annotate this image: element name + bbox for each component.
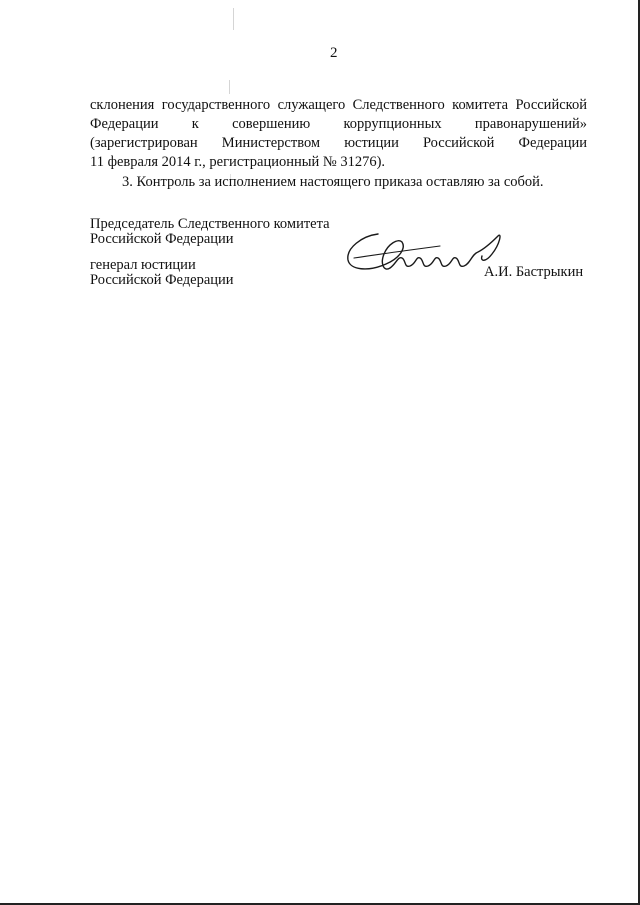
word: государственного [161, 97, 271, 113]
body-line-2 [90, 115, 587, 134]
word: Российской [422, 135, 495, 151]
word: совершению [232, 116, 311, 132]
word: (зарегистрирован [90, 135, 198, 151]
item-3-paragraph: 3. Контроль за исполнением настоящего приказа оставляю за собой. [122, 174, 544, 190]
signatory-rank-line-2: Российской Федерации [90, 272, 234, 288]
word: Федерации [90, 116, 159, 132]
word: Российской [515, 97, 587, 113]
word: склонения [90, 97, 155, 113]
page-number: 2 [330, 45, 338, 61]
body-line-3 [90, 134, 587, 153]
signatory-name: А.И. Бастрыкин [484, 264, 584, 280]
word: комитета [452, 97, 509, 113]
scan-speck [233, 8, 234, 30]
body-text [90, 96, 587, 192]
signatory-title-line-1: Председатель Следственного комитета [90, 216, 330, 232]
body-line-1 [90, 96, 587, 115]
word: коррупционных [343, 116, 442, 132]
signatory-title [90, 217, 330, 247]
word: Федерации [518, 135, 587, 151]
word: Следственного [352, 97, 445, 113]
word: к [191, 116, 199, 132]
word: служащего [277, 97, 346, 113]
word: юстиции [344, 135, 399, 151]
signatory-title-line-2: Российской Федерации [90, 231, 234, 247]
signatory-rank-line-1: генерал юстиции [90, 257, 196, 273]
word: правонарушений» [474, 116, 587, 132]
signatory-rank [90, 258, 234, 288]
body-line-4: 11 февраля 2014 г., регистрационный № 31276). [90, 154, 386, 170]
scan-speck [229, 80, 230, 94]
word: Министерством [221, 135, 321, 151]
